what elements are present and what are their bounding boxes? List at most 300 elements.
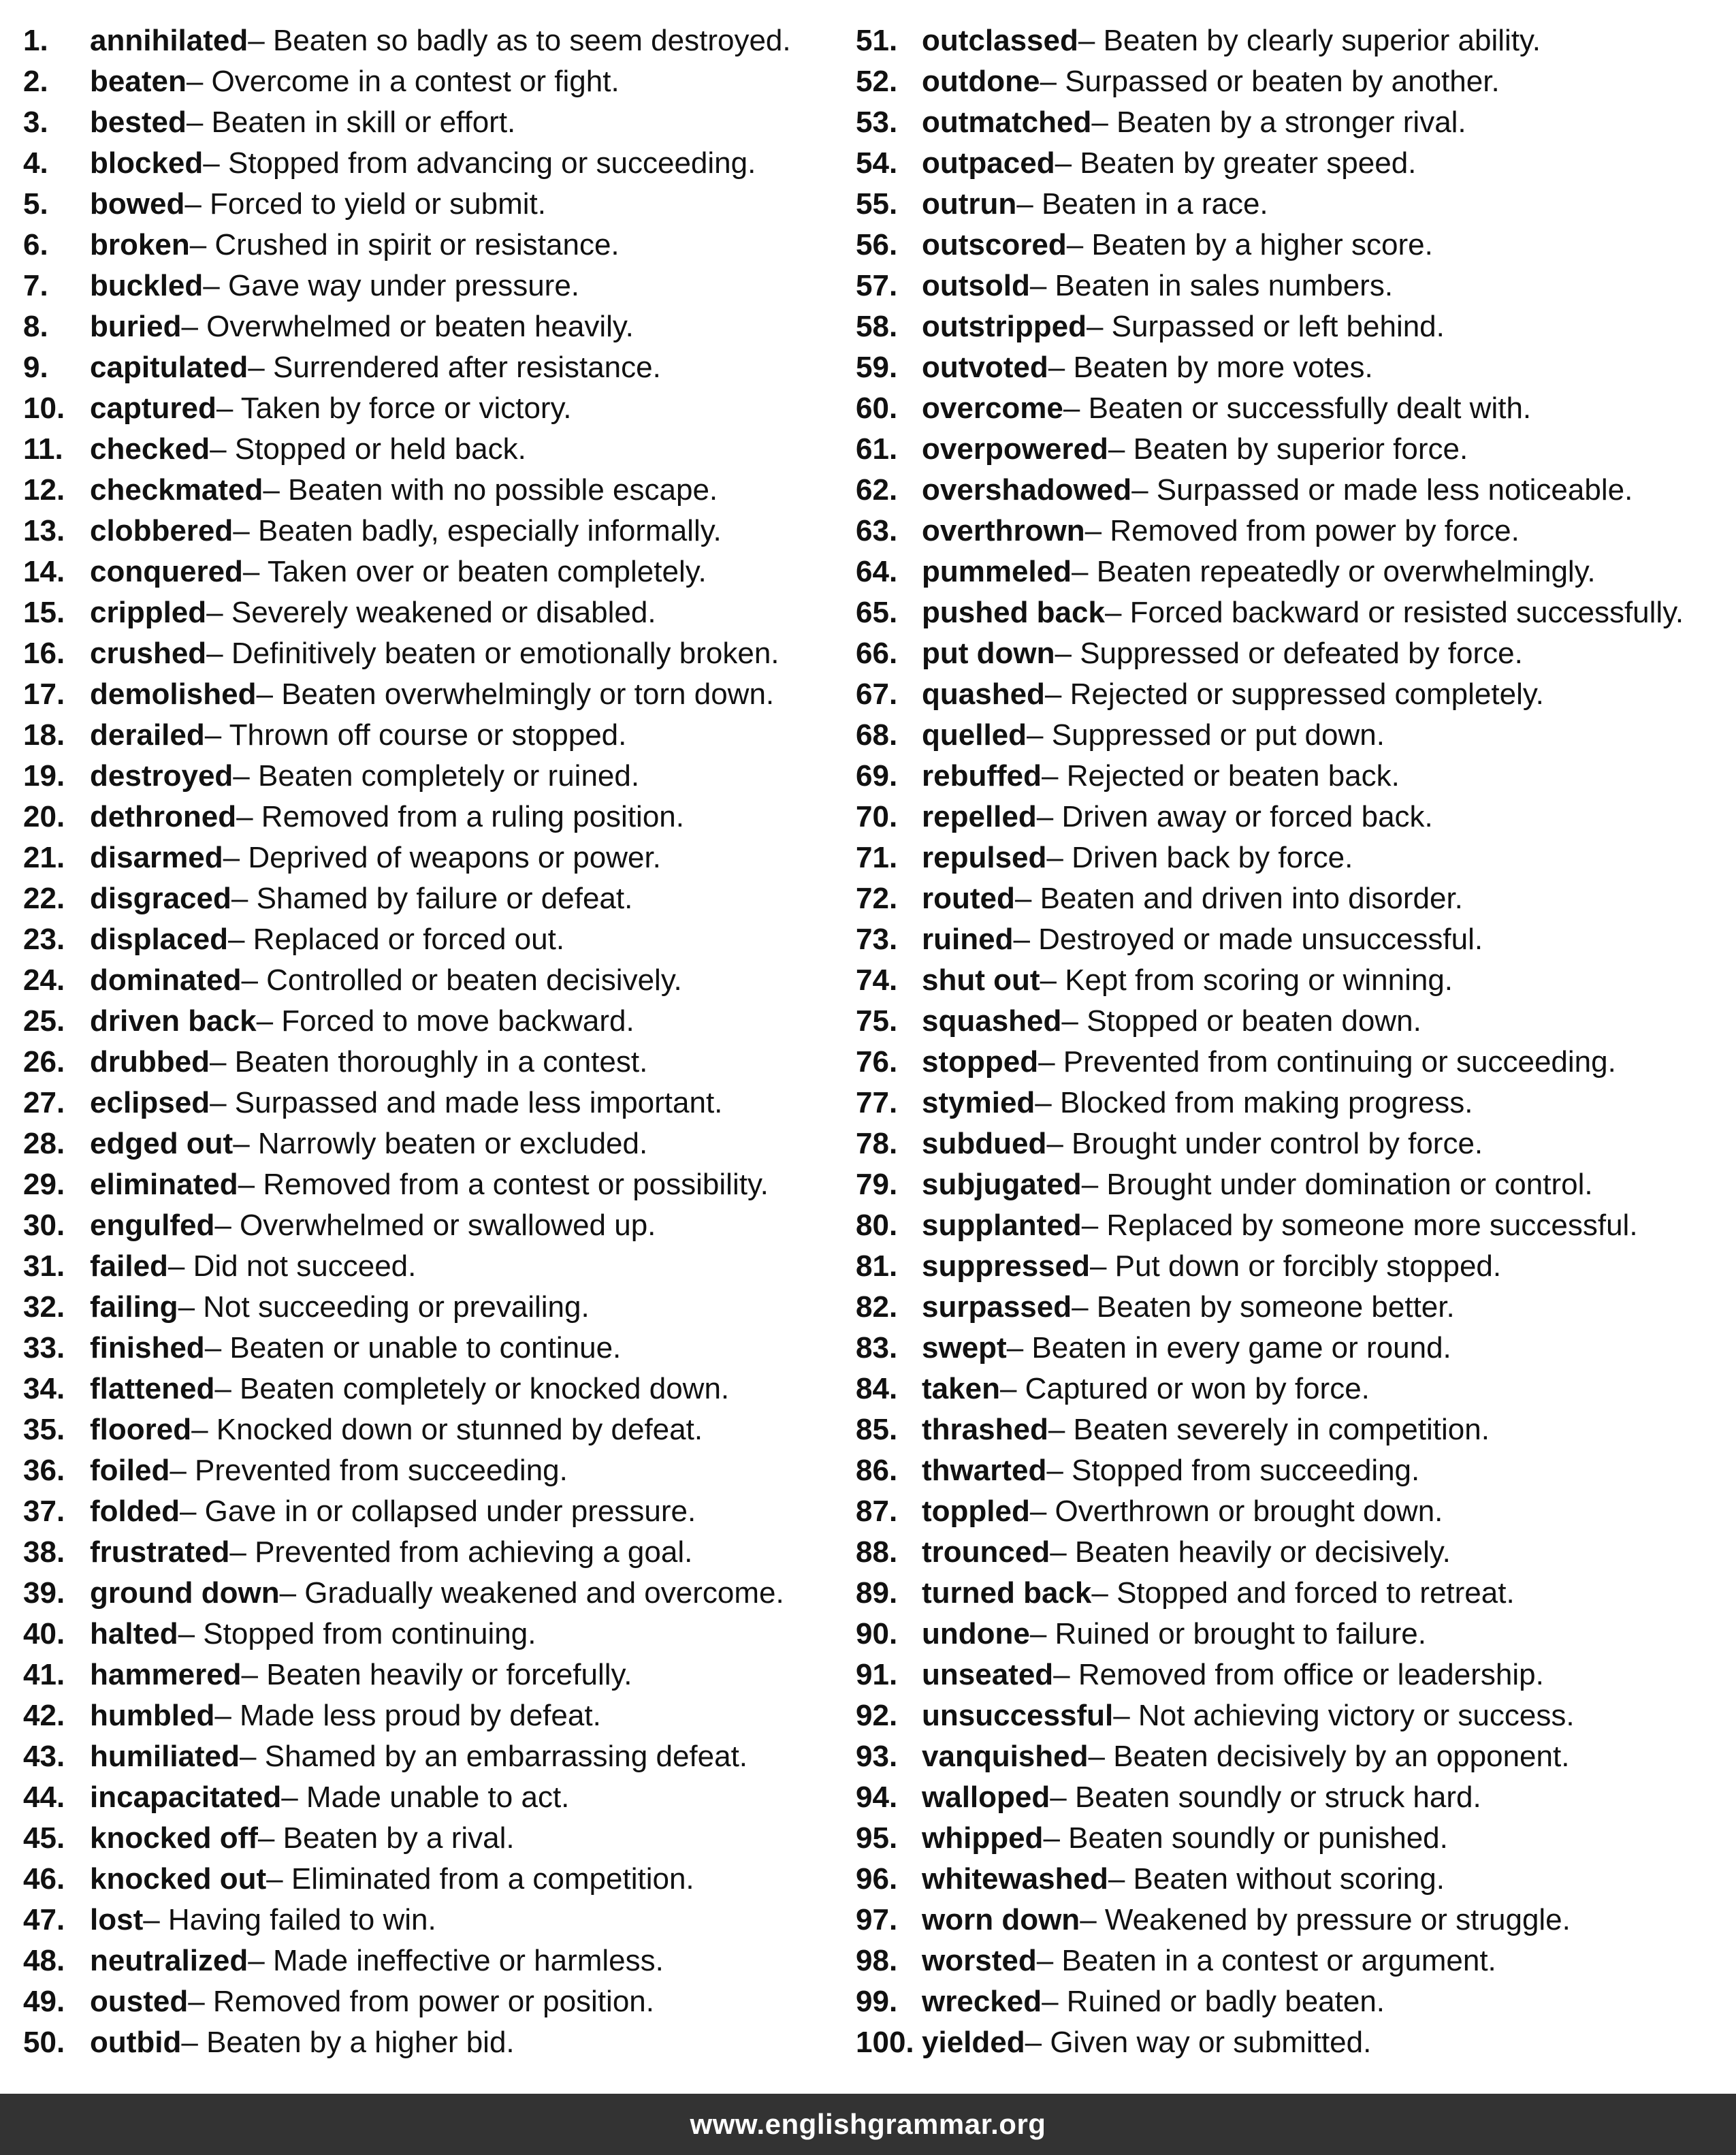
- entry-number: 60.: [856, 392, 898, 425]
- entry-number: 72.: [856, 882, 898, 915]
- entry-number: 55.: [856, 187, 898, 221]
- entry-number: 28.: [23, 1127, 65, 1160]
- list-item: [856, 184, 1727, 225]
- entry-definition: – Prevented from achieving a goal.: [229, 1535, 693, 1569]
- entry-word: crushed: [90, 637, 207, 670]
- entry-number: 40.: [23, 1617, 65, 1650]
- entry-number: 95.: [856, 1821, 898, 1855]
- entry-number: 92.: [856, 1699, 898, 1732]
- entry-definition: – Beaten without scoring.: [1108, 1862, 1445, 1896]
- list-item: [23, 61, 826, 102]
- list-item: [856, 1042, 1727, 1083]
- entry-definition: – Overwhelmed or swallowed up.: [214, 1209, 656, 1242]
- entry-definition: – Stopped or beaten down.: [1061, 1004, 1421, 1038]
- entry-word: repulsed: [922, 841, 1047, 874]
- list-item: [23, 715, 826, 756]
- entry-definition: – Ruined or badly beaten.: [1042, 1985, 1385, 2018]
- entry-word: beaten: [90, 65, 187, 98]
- entry-definition: – Stopped from advancing or succeeding.: [203, 146, 756, 180]
- entry-word: shut out: [922, 963, 1040, 997]
- list-item: [856, 1655, 1727, 1695]
- entry-definition: – Narrowly beaten or excluded.: [233, 1127, 648, 1160]
- entry-number: 42.: [23, 1699, 65, 1732]
- list-item: [23, 1859, 826, 1900]
- entry-number: 6.: [23, 228, 48, 261]
- list-item: [856, 1900, 1727, 1941]
- entry-definition: – Kept from scoring or winning.: [1040, 963, 1453, 997]
- list-item: [23, 960, 826, 1001]
- entry-number: 81.: [856, 1249, 898, 1283]
- entry-definition: – Brought under control by force.: [1046, 1127, 1483, 1160]
- entry-definition: – Suppressed or put down.: [1027, 718, 1385, 752]
- entry-definition: – Surpassed and made less important.: [210, 1086, 723, 1119]
- list-item: [856, 960, 1727, 1001]
- list-item: [856, 633, 1727, 674]
- entry-number: 74.: [856, 963, 898, 997]
- entry-number: 47.: [23, 1903, 65, 1936]
- entry-word: pummeled: [922, 555, 1072, 588]
- list-item: [856, 674, 1727, 715]
- entry-word: displaced: [90, 923, 228, 956]
- entry-definition: – Surrendered after resistance.: [248, 351, 661, 384]
- entry-number: 12.: [23, 473, 65, 507]
- list-item: [23, 184, 826, 225]
- entry-number: 17.: [23, 677, 65, 711]
- entry-word: outrun: [922, 187, 1017, 221]
- entry-definition: – Beaten by superior force.: [1108, 432, 1468, 466]
- entry-number: 58.: [856, 310, 898, 343]
- list-item: [856, 1736, 1727, 1777]
- list-item: [856, 1941, 1727, 1981]
- entry-number: 8.: [23, 310, 48, 343]
- list-item: [856, 347, 1727, 388]
- entry-word: vanquished: [922, 1740, 1089, 1773]
- list-item: [856, 1001, 1727, 1042]
- entry-number: 36.: [23, 1454, 65, 1487]
- entry-number: 25.: [23, 1004, 65, 1038]
- entry-word: drubbed: [90, 1045, 210, 1079]
- entry-definition: – Removed from power by force.: [1084, 514, 1520, 547]
- entry-definition: – Beaten overwhelmingly or torn down.: [256, 677, 775, 711]
- entry-word: demolished: [90, 677, 257, 711]
- entry-word: eclipsed: [90, 1086, 210, 1119]
- entry-number: 91.: [856, 1658, 898, 1691]
- entry-word: overthrown: [922, 514, 1085, 547]
- entry-definition: – Shamed by an embarrassing defeat.: [240, 1740, 748, 1773]
- entry-definition: – Ruined or brought to failure.: [1029, 1617, 1426, 1650]
- entry-definition: – Beaten soundly or punished.: [1043, 1821, 1448, 1855]
- entry-word: finished: [90, 1331, 205, 1364]
- entry-number: 89.: [856, 1576, 898, 1610]
- entry-number: 46.: [23, 1862, 65, 1896]
- entry-definition: – Beaten and driven into disorder.: [1014, 882, 1463, 915]
- list-item: [23, 511, 826, 552]
- list-item: [856, 1981, 1727, 2022]
- entry-word: failed: [90, 1249, 168, 1283]
- word-list-column-right: [856, 20, 1727, 2063]
- entry-word: unsuccessful: [922, 1699, 1114, 1732]
- list-item: [23, 20, 826, 61]
- list-item: [23, 1900, 826, 1941]
- entry-number: 43.: [23, 1740, 65, 1773]
- entry-definition: – Brought under domination or control.: [1081, 1168, 1593, 1201]
- entry-definition: – Beaten completely or knocked down.: [214, 1372, 730, 1405]
- entry-word: failing: [90, 1290, 178, 1324]
- entry-word: checkmated: [90, 473, 263, 507]
- entry-definition: – Overthrown or brought down.: [1029, 1495, 1443, 1528]
- entry-number: 20.: [23, 800, 65, 833]
- list-item: [23, 1655, 826, 1695]
- entry-number: 84.: [856, 1372, 898, 1405]
- entry-word: engulfed: [90, 1209, 215, 1242]
- list-item: [856, 1164, 1727, 1205]
- list-item: [23, 1164, 826, 1205]
- entry-number: 97.: [856, 1903, 898, 1936]
- entry-word: outbid: [90, 2026, 182, 2059]
- footer-website-link[interactable]: www.englishgrammar.org: [690, 2108, 1046, 2140]
- entry-word: supplanted: [922, 1209, 1082, 1242]
- list-item: [856, 878, 1727, 919]
- entry-number: 5.: [23, 187, 48, 221]
- entry-word: put down: [922, 637, 1055, 670]
- entry-definition: – Beaten by someone better.: [1072, 1290, 1455, 1324]
- entry-definition: – Beaten by a higher bid.: [181, 2026, 515, 2059]
- list-item: [23, 1736, 826, 1777]
- entry-word: subjugated: [922, 1168, 1082, 1201]
- entry-word: suppressed: [922, 1249, 1090, 1283]
- list-item: [856, 470, 1727, 511]
- entry-number: 88.: [856, 1535, 898, 1569]
- entry-definition: – Weakened by pressure or struggle.: [1080, 1903, 1571, 1936]
- entry-word: eliminated: [90, 1168, 238, 1201]
- entry-definition: – Shamed by failure or defeat.: [231, 882, 633, 915]
- entry-number: 70.: [856, 800, 898, 833]
- footer-bar: [0, 2094, 1736, 2155]
- entry-number: 44.: [23, 1781, 65, 1814]
- list-item: [856, 1614, 1727, 1655]
- entry-word: overpowered: [922, 432, 1108, 466]
- entry-number: 15.: [23, 596, 65, 629]
- entry-number: 79.: [856, 1168, 898, 1201]
- list-item: [856, 797, 1727, 837]
- entry-number: 68.: [856, 718, 898, 752]
- entry-word: derailed: [90, 718, 205, 752]
- entry-definition: – Beaten by a higher score.: [1066, 228, 1433, 261]
- entry-word: floored: [90, 1413, 192, 1446]
- entry-definition: – Beaten heavily or decisively.: [1050, 1535, 1451, 1569]
- entry-word: yielded: [922, 2026, 1025, 2059]
- entry-word: clobbered: [90, 514, 234, 547]
- list-item: [23, 878, 826, 919]
- list-item: [856, 1573, 1727, 1614]
- entry-word: ruined: [922, 923, 1014, 956]
- entry-definition: – Captured or won by force.: [999, 1372, 1370, 1405]
- entry-number: 73.: [856, 923, 898, 956]
- entry-definition: – Suppressed or defeated by force.: [1055, 637, 1523, 670]
- entry-word: captured: [90, 392, 216, 425]
- entry-number: 48.: [23, 1944, 65, 1977]
- list-item: [856, 429, 1727, 470]
- entry-number: 14.: [23, 555, 65, 588]
- entry-word: undone: [922, 1617, 1030, 1650]
- entry-definition: – Gradually weakened and overcome.: [279, 1576, 784, 1610]
- entry-definition: – Made ineffective or harmless.: [248, 1944, 664, 1977]
- entry-word: foiled: [90, 1454, 170, 1487]
- list-item: [856, 388, 1727, 429]
- entry-definition: – Severely weakened or disabled.: [206, 596, 656, 629]
- entry-word: outpaced: [922, 146, 1055, 180]
- entry-word: disgraced: [90, 882, 231, 915]
- entry-definition: – Beaten in a contest or argument.: [1036, 1944, 1496, 1977]
- entry-definition: – Removed from power or position.: [188, 1985, 654, 2018]
- entry-definition: – Removed from a contest or possibility.: [238, 1168, 769, 1201]
- entry-definition: – Beaten so badly as to seem destroyed.: [248, 24, 791, 57]
- list-item: [23, 633, 826, 674]
- list-item: [856, 1328, 1727, 1369]
- entry-word: halted: [90, 1617, 178, 1650]
- entry-definition: – Not achieving victory or success.: [1113, 1699, 1575, 1732]
- entry-definition: – Deprived of weapons or power.: [223, 841, 661, 874]
- list-item: [856, 2022, 1727, 2063]
- entry-definition: – Beaten severely in competition.: [1048, 1413, 1490, 1446]
- entry-word: dominated: [90, 963, 242, 997]
- entry-number: 62.: [856, 473, 898, 507]
- entry-number: 51.: [856, 24, 898, 57]
- entry-word: trounced: [922, 1535, 1050, 1569]
- entry-number: 29.: [23, 1168, 65, 1201]
- entry-definition: – Beaten in skill or effort.: [186, 106, 516, 139]
- entry-word: quashed: [922, 677, 1045, 711]
- list-item: [856, 592, 1727, 633]
- list-item: [856, 102, 1727, 143]
- list-item: [23, 1205, 826, 1246]
- entry-number: 41.: [23, 1658, 65, 1691]
- entry-number: 57.: [856, 269, 898, 302]
- entry-number: 19.: [23, 759, 65, 793]
- entry-word: squashed: [922, 1004, 1062, 1038]
- entry-definition: – Beaten badly, especially informally.: [233, 514, 722, 547]
- list-item: [23, 306, 826, 347]
- list-item: [23, 1328, 826, 1369]
- entry-number: 64.: [856, 555, 898, 588]
- entry-definition: – Beaten by a stronger rival.: [1091, 106, 1466, 139]
- entry-word: checked: [90, 432, 210, 466]
- entry-definition: – Forced backward or resisted successfully.: [1104, 596, 1684, 629]
- entry-word: outclassed: [922, 24, 1078, 57]
- list-item: [856, 552, 1727, 592]
- entry-definition: – Surpassed or left behind.: [1086, 310, 1445, 343]
- entry-number: 49.: [23, 1985, 65, 2018]
- entry-number: 82.: [856, 1290, 898, 1324]
- entry-definition: – Beaten by more votes.: [1048, 351, 1373, 384]
- entry-definition: – Overwhelmed or beaten heavily.: [181, 310, 634, 343]
- entry-number: 67.: [856, 677, 898, 711]
- list-item: [23, 919, 826, 960]
- entry-number: 90.: [856, 1617, 898, 1650]
- entry-word: walloped: [922, 1781, 1050, 1814]
- entry-definition: – Did not succeed.: [167, 1249, 417, 1283]
- entry-number: 18.: [23, 718, 65, 752]
- entry-number: 87.: [856, 1495, 898, 1528]
- entry-definition: – Blocked from making progress.: [1035, 1086, 1473, 1119]
- entry-number: 4.: [23, 146, 48, 180]
- entry-definition: – Prevented from succeeding.: [170, 1454, 568, 1487]
- entry-number: 32.: [23, 1290, 65, 1324]
- entry-definition: – Prevented from continuing or succeeding.: [1038, 1045, 1616, 1079]
- entry-word: subdued: [922, 1127, 1047, 1160]
- entry-number: 13.: [23, 514, 65, 547]
- entry-definition: – Destroyed or made unsuccessful.: [1013, 923, 1483, 956]
- entry-definition: – Controlled or beaten decisively.: [241, 963, 682, 997]
- list-item: [856, 266, 1727, 306]
- entry-definition: – Beaten by clearly superior ability.: [1078, 24, 1541, 57]
- entry-word: overshadowed: [922, 473, 1132, 507]
- list-item: [856, 837, 1727, 878]
- entry-definition: – Replaced by someone more successful.: [1081, 1209, 1638, 1242]
- entry-number: 56.: [856, 228, 898, 261]
- list-item: [856, 1123, 1727, 1164]
- entry-definition: – Beaten in every game or round.: [1006, 1331, 1451, 1364]
- entry-number: 53.: [856, 106, 898, 139]
- entry-word: annihilated: [90, 24, 248, 57]
- entry-number: 2.: [23, 65, 48, 98]
- list-item: [23, 837, 826, 878]
- entry-word: outscored: [922, 228, 1067, 261]
- list-item: [23, 1941, 826, 1981]
- entry-word: driven back: [90, 1004, 257, 1038]
- list-item: [23, 266, 826, 306]
- entry-definition: – Beaten decisively by an opponent.: [1088, 1740, 1570, 1773]
- list-item: [23, 1614, 826, 1655]
- entry-definition: – Removed from a ruling position.: [236, 800, 684, 833]
- entry-number: 30.: [23, 1209, 65, 1242]
- entry-definition: – Thrown off course or stopped.: [204, 718, 627, 752]
- entry-word: pushed back: [922, 596, 1105, 629]
- entry-word: whitewashed: [922, 1862, 1108, 1896]
- list-item: [856, 1205, 1727, 1246]
- entry-number: 33.: [23, 1331, 65, 1364]
- list-item: [23, 102, 826, 143]
- entry-definition: – Surpassed or beaten by another.: [1040, 65, 1500, 98]
- entry-number: 54.: [856, 146, 898, 180]
- entry-definition: – Definitively beaten or emotionally broken.: [206, 637, 779, 670]
- list-item: [856, 1246, 1727, 1287]
- list-item: [23, 1287, 826, 1328]
- entry-word: broken: [90, 228, 190, 261]
- entry-word: quelled: [922, 718, 1027, 752]
- list-item: [23, 429, 826, 470]
- list-item: [23, 2022, 826, 2063]
- entry-number: 99.: [856, 1985, 898, 2018]
- entry-definition: – Stopped from succeeding.: [1046, 1454, 1420, 1487]
- entry-definition: – Having failed to win.: [143, 1903, 436, 1936]
- list-item: [856, 143, 1727, 184]
- list-item: [23, 592, 826, 633]
- entry-definition: – Surpassed or made less noticeable.: [1131, 473, 1633, 507]
- entry-definition: – Knocked down or stunned by defeat.: [191, 1413, 703, 1446]
- entry-number: 26.: [23, 1045, 65, 1079]
- entry-word: capitulated: [90, 351, 248, 384]
- entry-number: 11.: [23, 432, 63, 466]
- list-item: [23, 1409, 826, 1450]
- entry-word: bowed: [90, 187, 185, 221]
- entry-word: incapacitated: [90, 1781, 282, 1814]
- list-item: [23, 1981, 826, 2022]
- list-item: [23, 1083, 826, 1123]
- entry-number: 23.: [23, 923, 65, 956]
- entry-word: lost: [90, 1903, 144, 1936]
- list-item: [23, 1001, 826, 1042]
- entry-definition: – Forced to yield or submit.: [184, 187, 546, 221]
- list-item: [23, 1369, 826, 1409]
- entry-number: 50.: [23, 2026, 65, 2059]
- list-item: [23, 1123, 826, 1164]
- entry-definition: – Forced to move backward.: [256, 1004, 634, 1038]
- entry-number: 16.: [23, 637, 65, 670]
- entry-definition: – Not succeeding or prevailing.: [178, 1290, 590, 1324]
- entry-definition: – Driven away or forced back.: [1036, 800, 1433, 833]
- entry-word: stymied: [922, 1086, 1035, 1119]
- entry-definition: – Overcome in a contest or fight.: [186, 65, 620, 98]
- entry-word: outdone: [922, 65, 1040, 98]
- list-item: [856, 1532, 1727, 1573]
- list-item: [23, 552, 826, 592]
- entry-definition: – Stopped and forced to retreat.: [1091, 1576, 1515, 1610]
- entry-number: 22.: [23, 882, 65, 915]
- entry-number: 65.: [856, 596, 898, 629]
- entry-definition: – Made unable to act.: [281, 1781, 570, 1814]
- entry-word: hammered: [90, 1658, 242, 1691]
- entry-word: blocked: [90, 146, 204, 180]
- list-item: [23, 797, 826, 837]
- entry-word: outmatched: [922, 106, 1092, 139]
- entry-number: 86.: [856, 1454, 898, 1487]
- entry-word: whipped: [922, 1821, 1044, 1855]
- entry-number: 93.: [856, 1740, 898, 1773]
- entry-word: outvoted: [922, 351, 1048, 384]
- entry-number: 37.: [23, 1495, 65, 1528]
- entry-definition: – Beaten heavily or forcefully.: [241, 1658, 632, 1691]
- entry-word: swept: [922, 1331, 1007, 1364]
- entry-number: 76.: [856, 1045, 898, 1079]
- entry-number: 85.: [856, 1413, 898, 1446]
- entry-number: 59.: [856, 351, 898, 384]
- list-item: [856, 1450, 1727, 1491]
- entry-word: rebuffed: [922, 759, 1042, 793]
- list-item: [23, 143, 826, 184]
- list-item: [856, 1409, 1727, 1450]
- list-item: [23, 470, 826, 511]
- entry-definition: – Gave way under pressure.: [203, 269, 580, 302]
- entry-definition: – Rejected or beaten back.: [1042, 759, 1400, 793]
- list-item: [23, 1246, 826, 1287]
- entry-word: taken: [922, 1372, 1000, 1405]
- entry-word: unseated: [922, 1658, 1054, 1691]
- entry-definition: – Taken over or beaten completely.: [242, 555, 707, 588]
- entry-number: 3.: [23, 106, 48, 139]
- entry-definition: – Beaten soundly or struck hard.: [1050, 1781, 1481, 1814]
- entry-word: humiliated: [90, 1740, 240, 1773]
- entry-number: 10.: [23, 392, 65, 425]
- entry-number: 100.: [856, 2026, 914, 2059]
- entry-word: outstripped: [922, 310, 1087, 343]
- list-item: [856, 1859, 1727, 1900]
- list-item: [856, 1777, 1727, 1818]
- entry-word: neutralized: [90, 1944, 248, 1977]
- list-item: [23, 1573, 826, 1614]
- entry-number: 1.: [23, 24, 48, 57]
- entry-number: 31.: [23, 1249, 65, 1283]
